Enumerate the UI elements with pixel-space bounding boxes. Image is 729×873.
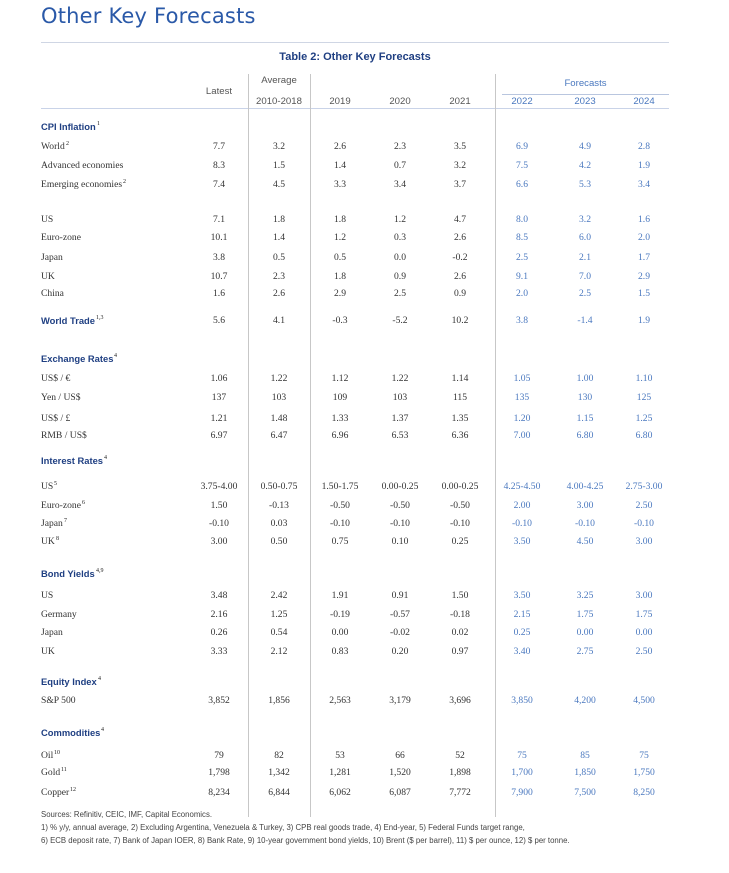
value-cell: 0.97 xyxy=(451,646,469,657)
value-cell: 10.1 xyxy=(210,232,228,243)
footnote-marker: 2 xyxy=(123,179,126,185)
value-cell: 1.33 xyxy=(331,413,349,424)
table-row xyxy=(0,645,729,659)
value-cell: -0.10 xyxy=(390,518,410,529)
table-row xyxy=(0,391,729,405)
forecast-value-cell: 3.40 xyxy=(513,646,531,657)
table-row xyxy=(0,766,729,780)
value-cell: 1.21 xyxy=(210,413,228,424)
forecast-value-cell: 1,850 xyxy=(574,767,596,778)
forecasts-underline xyxy=(502,94,669,95)
value-cell: 0.54 xyxy=(270,627,288,638)
value-cell: 1.48 xyxy=(270,413,288,424)
value-cell: 0.0 xyxy=(394,252,406,263)
forecast-value-cell: 3.00 xyxy=(576,500,594,511)
value-cell: 1,798 xyxy=(208,767,230,778)
value-cell: -0.50 xyxy=(390,500,410,511)
table-row xyxy=(0,270,729,284)
row-label: Yen / US$ xyxy=(41,392,81,403)
forecast-value-cell: 130 xyxy=(577,392,593,403)
table-row xyxy=(0,749,729,763)
value-cell: 10.7 xyxy=(210,271,228,282)
value-cell: 4.5 xyxy=(273,179,285,190)
forecast-value-cell: 7.0 xyxy=(579,271,591,282)
section-row xyxy=(0,314,729,328)
row-label: US xyxy=(41,590,54,601)
row-label: US$ / € xyxy=(41,373,71,384)
value-cell: 5.6 xyxy=(213,315,225,326)
table-row xyxy=(0,535,729,549)
value-cell: -0.57 xyxy=(390,609,410,620)
forecast-value-cell: 85 xyxy=(580,750,590,761)
footnote-marker: 1,3 xyxy=(96,315,104,321)
value-cell: 2.6 xyxy=(334,141,346,152)
value-cell: 0.02 xyxy=(451,627,469,638)
value-cell: 1,342 xyxy=(268,767,290,778)
forecast-value-cell: 2.15 xyxy=(513,609,531,620)
row-label: Germany xyxy=(41,609,77,620)
value-cell: 3,696 xyxy=(449,695,471,706)
value-cell: 6.47 xyxy=(270,430,288,441)
table-row xyxy=(0,429,729,443)
value-cell: 0.00-0.25 xyxy=(381,481,419,492)
value-cell: 0.9 xyxy=(454,288,466,299)
value-cell: 1.37 xyxy=(391,413,409,424)
footnote-marker: 1 xyxy=(97,121,100,127)
forecast-value-cell: 1.6 xyxy=(638,214,650,225)
value-cell: 137 xyxy=(211,392,227,403)
header-2019: 2019 xyxy=(329,96,351,107)
value-cell: 2.3 xyxy=(394,141,406,152)
forecast-value-cell: -0.10 xyxy=(512,518,532,529)
value-cell: 0.3 xyxy=(394,232,406,243)
value-cell: 3,852 xyxy=(208,695,230,706)
value-cell: 2.12 xyxy=(270,646,288,657)
forecast-value-cell: 7,900 xyxy=(511,787,533,798)
header-2024: 2024 xyxy=(633,96,655,107)
value-cell: 0.7 xyxy=(394,160,406,171)
value-cell: 1.12 xyxy=(331,373,349,384)
row-label: UK xyxy=(41,646,55,657)
section-row xyxy=(0,352,729,366)
value-cell: 1.25 xyxy=(270,609,288,620)
section-row xyxy=(0,567,729,581)
section-label: Interest Rates xyxy=(41,455,104,466)
forecast-value-cell: 2.00 xyxy=(513,500,531,511)
row-label: China xyxy=(41,288,64,299)
value-cell: 1.35 xyxy=(451,413,469,424)
header-2020: 2020 xyxy=(389,96,411,107)
value-cell: 79 xyxy=(214,750,224,761)
forecast-value-cell: 4,500 xyxy=(633,695,655,706)
forecast-value-cell: 1.00 xyxy=(576,373,594,384)
value-cell: 6.97 xyxy=(210,430,228,441)
table-row xyxy=(0,499,729,513)
footnote-marker: 4 xyxy=(101,727,104,733)
section-row xyxy=(0,454,729,468)
value-cell: 115 xyxy=(452,392,468,403)
table-row xyxy=(0,287,729,301)
forecast-value-cell: 3,850 xyxy=(511,695,533,706)
value-cell: -0.10 xyxy=(209,518,229,529)
value-cell: 6,062 xyxy=(329,787,351,798)
value-cell: 1,281 xyxy=(329,767,351,778)
value-cell: 0.5 xyxy=(334,252,346,263)
section-label: Equity Index xyxy=(41,676,97,687)
value-cell: 0.83 xyxy=(331,646,349,657)
forecast-value-cell: 6.9 xyxy=(516,141,528,152)
forecast-value-cell: 9.1 xyxy=(516,271,528,282)
forecast-value-cell: 5.3 xyxy=(579,179,591,190)
value-cell: 0.00 xyxy=(331,627,349,638)
value-cell: 2.42 xyxy=(270,590,288,601)
forecast-value-cell: 4.25-4.50 xyxy=(503,481,541,492)
value-cell: 0.9 xyxy=(394,271,406,282)
footnote-marker: 10 xyxy=(54,750,60,756)
forecast-value-cell: 2.0 xyxy=(638,232,650,243)
value-cell: 0.26 xyxy=(210,627,228,638)
value-cell: 1,856 xyxy=(268,695,290,706)
forecast-value-cell: 4,200 xyxy=(574,695,596,706)
value-cell: -0.2 xyxy=(452,252,468,263)
forecast-value-cell: 3.00 xyxy=(635,590,653,601)
value-cell: 7.1 xyxy=(213,214,225,225)
forecast-value-cell: 8.0 xyxy=(516,214,528,225)
value-cell: 1,898 xyxy=(449,767,471,778)
footnote-marker: 4 xyxy=(98,676,101,682)
header-rule xyxy=(41,108,669,109)
forecast-value-cell: 0.25 xyxy=(513,627,531,638)
value-cell: 0.00-0.25 xyxy=(441,481,479,492)
value-cell: 3.75-4.00 xyxy=(200,481,238,492)
forecast-value-cell: 6.6 xyxy=(516,179,528,190)
forecast-value-cell: 4.9 xyxy=(579,141,591,152)
value-cell: 82 xyxy=(274,750,284,761)
value-cell: 0.50-0.75 xyxy=(260,481,298,492)
value-cell: 6.53 xyxy=(391,430,409,441)
forecast-value-cell: 135 xyxy=(514,392,530,403)
forecast-value-cell: 4.50 xyxy=(576,536,594,547)
row-label: US xyxy=(41,481,54,492)
value-cell: 4.7 xyxy=(454,214,466,225)
row-label: UK xyxy=(41,271,55,282)
forecast-value-cell: 0.00 xyxy=(635,627,653,638)
section-label: CPI Inflation xyxy=(41,121,96,132)
table-row xyxy=(0,786,729,800)
value-cell: 0.50 xyxy=(270,536,288,547)
value-cell: 0.75 xyxy=(331,536,349,547)
forecast-value-cell: 1.10 xyxy=(635,373,653,384)
forecast-value-cell: 1.25 xyxy=(635,413,653,424)
row-label: US$ / £ xyxy=(41,413,71,424)
forecast-value-cell: 6.80 xyxy=(576,430,594,441)
table-row xyxy=(0,589,729,603)
value-cell: 0.5 xyxy=(273,252,285,263)
value-cell: 1.50 xyxy=(210,500,228,511)
row-label: US xyxy=(41,214,54,225)
table-row xyxy=(0,159,729,173)
value-cell: 7,772 xyxy=(449,787,471,798)
forecast-value-cell: 2.75 xyxy=(576,646,594,657)
value-cell: 6.96 xyxy=(331,430,349,441)
value-cell: 1.06 xyxy=(210,373,228,384)
footnote-line-2: 6) ECB deposit rate, 7) Bank of Japan IOER, 8) Bank Rate, 9) 10-year government bond yields, 10) Brent ($ per barrel), 11) $ per ounce, 12) $ per tonne. xyxy=(41,836,570,845)
value-cell: 3.5 xyxy=(454,141,466,152)
table-row xyxy=(0,231,729,245)
forecast-value-cell: 2.8 xyxy=(638,141,650,152)
table-row xyxy=(0,694,729,708)
value-cell: 6.36 xyxy=(451,430,469,441)
forecast-value-cell: 1.75 xyxy=(576,609,594,620)
forecast-value-cell: 1.9 xyxy=(638,160,650,171)
forecast-value-cell: 1.20 xyxy=(513,413,531,424)
value-cell: 2.6 xyxy=(273,288,285,299)
forecast-value-cell: 1,700 xyxy=(511,767,533,778)
footnote-marker: 7 xyxy=(64,518,67,524)
footnote-marker: 4 xyxy=(114,353,117,359)
value-cell: -0.10 xyxy=(330,518,350,529)
table-title: Table 2: Other Key Forecasts xyxy=(279,51,431,63)
forecast-value-cell: 3.50 xyxy=(513,536,531,547)
value-cell: -0.3 xyxy=(332,315,348,326)
value-cell: 1.4 xyxy=(334,160,346,171)
row-label: Japan xyxy=(41,627,63,638)
forecast-value-cell: 2.1 xyxy=(579,252,591,263)
row-label: Emerging economies xyxy=(41,179,123,190)
value-cell: -0.10 xyxy=(450,518,470,529)
footnote-marker: 4,9 xyxy=(96,568,104,574)
forecast-value-cell: 2.5 xyxy=(579,288,591,299)
forecast-value-cell: 1.5 xyxy=(638,288,650,299)
row-label: World xyxy=(41,141,65,152)
value-cell: 2,563 xyxy=(329,695,351,706)
table-row xyxy=(0,213,729,227)
value-cell: 2.9 xyxy=(334,288,346,299)
section-label: Exchange Rates xyxy=(41,353,114,364)
value-cell: 0.20 xyxy=(391,646,409,657)
forecast-value-cell: 2.50 xyxy=(635,500,653,511)
forecast-value-cell: 3.8 xyxy=(516,315,528,326)
value-cell: 0.03 xyxy=(270,518,288,529)
forecast-value-cell: 4.00-4.25 xyxy=(566,481,604,492)
value-cell: 1.8 xyxy=(273,214,285,225)
forecast-value-cell: 2.75-3.00 xyxy=(625,481,663,492)
row-label: UK xyxy=(41,536,55,547)
footnote-line-1: 1) % y/y, annual average, 2) Excluding Argentina, Venezuela & Turkey, 3) CPB real goods trade, 4) End-year, 5) Federal Funds target range, xyxy=(41,823,525,832)
header-average-line1: Average xyxy=(261,75,297,86)
section-row xyxy=(0,726,729,740)
footnote-marker: 4 xyxy=(104,455,107,461)
forecast-value-cell: 3.00 xyxy=(635,536,653,547)
forecast-value-cell: 3.25 xyxy=(576,590,594,601)
table-row xyxy=(0,626,729,640)
row-label: Oil xyxy=(41,750,54,761)
forecast-value-cell: 1,750 xyxy=(633,767,655,778)
footnote-marker: 5 xyxy=(54,481,57,487)
forecast-value-cell: 7,500 xyxy=(574,787,596,798)
forecast-value-cell: 2.9 xyxy=(638,271,650,282)
table-row xyxy=(0,608,729,622)
section-label: World Trade xyxy=(41,315,96,326)
value-cell: 8.3 xyxy=(213,160,225,171)
forecast-value-cell: 0.00 xyxy=(576,627,594,638)
value-cell: 109 xyxy=(332,392,348,403)
value-cell: 1.8 xyxy=(334,271,346,282)
value-cell: 3.8 xyxy=(213,252,225,263)
value-cell: 3,179 xyxy=(389,695,411,706)
row-label: RMB / US$ xyxy=(41,430,87,441)
value-cell: 2.6 xyxy=(454,232,466,243)
value-cell: 7.7 xyxy=(213,141,225,152)
value-cell: 3.48 xyxy=(210,590,228,601)
forecast-value-cell: 1.9 xyxy=(638,315,650,326)
value-cell: 3.7 xyxy=(454,179,466,190)
value-cell: 1.4 xyxy=(273,232,285,243)
forecast-value-cell: 1.15 xyxy=(576,413,594,424)
value-cell: 2.5 xyxy=(394,288,406,299)
value-cell: -0.19 xyxy=(330,609,350,620)
row-label: Euro-zone xyxy=(41,232,81,243)
value-cell: -0.50 xyxy=(330,500,350,511)
header-2022: 2022 xyxy=(511,96,533,107)
value-cell: 3.3 xyxy=(334,179,346,190)
value-cell: -0.02 xyxy=(390,627,410,638)
forecast-value-cell: 1.7 xyxy=(638,252,650,263)
value-cell: 53 xyxy=(335,750,345,761)
value-cell: 1.8 xyxy=(334,214,346,225)
row-label: S&P 500 xyxy=(41,695,76,706)
forecast-value-cell: 75 xyxy=(639,750,649,761)
forecast-value-cell: 3.2 xyxy=(579,214,591,225)
header-latest: Latest xyxy=(205,86,233,97)
value-cell: 1.50 xyxy=(451,590,469,601)
forecast-value-cell: 125 xyxy=(636,392,652,403)
section-row xyxy=(0,675,729,689)
row-label: Japan xyxy=(41,252,63,263)
value-cell: 1.22 xyxy=(270,373,288,384)
forecast-value-cell: 1.05 xyxy=(513,373,531,384)
value-cell: 1.2 xyxy=(394,214,406,225)
table-row xyxy=(0,178,729,192)
forecast-value-cell: 75 xyxy=(517,750,527,761)
value-cell: 1.91 xyxy=(331,590,349,601)
value-cell: 66 xyxy=(395,750,405,761)
value-cell: -5.2 xyxy=(392,315,408,326)
value-cell: 10.2 xyxy=(451,315,469,326)
sources-note: Sources: Refinitiv, CEIC, IMF, Capital Economics. xyxy=(41,810,213,819)
table-row xyxy=(0,412,729,426)
forecast-value-cell: 3.50 xyxy=(513,590,531,601)
value-cell: 0.10 xyxy=(391,536,409,547)
value-cell: 103 xyxy=(271,392,287,403)
top-rule xyxy=(41,42,669,43)
value-cell: 0.25 xyxy=(451,536,469,547)
row-label: Japan xyxy=(41,518,63,529)
value-cell: 1.50-1.75 xyxy=(321,481,359,492)
value-cell: 52 xyxy=(455,750,465,761)
row-label: Gold xyxy=(41,767,61,778)
value-cell: 1.6 xyxy=(213,288,225,299)
forecast-value-cell: 3.4 xyxy=(638,179,650,190)
forecast-value-cell: 7.5 xyxy=(516,160,528,171)
row-label: Euro-zone xyxy=(41,500,81,511)
footnote-marker: 8 xyxy=(56,536,59,542)
forecast-value-cell: 4.2 xyxy=(579,160,591,171)
value-cell: 1,520 xyxy=(389,767,411,778)
table-row xyxy=(0,480,729,494)
header-2023: 2023 xyxy=(574,96,596,107)
value-cell: 4.1 xyxy=(273,315,285,326)
value-cell: 6,844 xyxy=(268,787,290,798)
row-label: Advanced economies xyxy=(41,160,124,171)
value-cell: 1.5 xyxy=(273,160,285,171)
forecast-value-cell: -1.4 xyxy=(577,315,593,326)
value-cell: 1.14 xyxy=(451,373,469,384)
value-cell: 3.2 xyxy=(273,141,285,152)
value-cell: 8,234 xyxy=(208,787,230,798)
forecast-value-cell: 2.0 xyxy=(516,288,528,299)
value-cell: 1.22 xyxy=(391,373,409,384)
table-row xyxy=(0,140,729,154)
forecast-value-cell: 2.50 xyxy=(635,646,653,657)
table-row xyxy=(0,517,729,531)
footnote-marker: 6 xyxy=(82,500,85,506)
forecast-value-cell: 2.5 xyxy=(516,252,528,263)
value-cell: -0.13 xyxy=(269,500,289,511)
table-row xyxy=(0,251,729,265)
value-cell: 2.6 xyxy=(454,271,466,282)
section-label: Bond Yields xyxy=(41,568,95,579)
value-cell: 1.2 xyxy=(334,232,346,243)
forecast-value-cell: 6.80 xyxy=(635,430,653,441)
value-cell: 3.2 xyxy=(454,160,466,171)
value-cell: -0.18 xyxy=(450,609,470,620)
value-cell: 6,087 xyxy=(389,787,411,798)
page-title: Other Key Forecasts xyxy=(41,4,256,28)
section-row xyxy=(0,120,729,134)
footnote-marker: 12 xyxy=(70,787,76,793)
value-cell: 103 xyxy=(392,392,408,403)
header-average-line2: 2010-2018 xyxy=(256,96,302,107)
section-label: Commodities xyxy=(41,727,101,738)
forecast-value-cell: 8.5 xyxy=(516,232,528,243)
forecast-value-cell: 6.0 xyxy=(579,232,591,243)
value-cell: 2.3 xyxy=(273,271,285,282)
footnote-marker: 2 xyxy=(66,141,69,147)
footnote-marker: 11 xyxy=(61,767,67,773)
value-cell: 2.16 xyxy=(210,609,228,620)
value-cell: 3.00 xyxy=(210,536,228,547)
value-cell: 3.33 xyxy=(210,646,228,657)
value-cell: 3.4 xyxy=(394,179,406,190)
forecast-value-cell: 8,250 xyxy=(633,787,655,798)
table-row xyxy=(0,372,729,386)
value-cell: 7.4 xyxy=(213,179,225,190)
forecast-value-cell: -0.10 xyxy=(575,518,595,529)
row-label: Copper xyxy=(41,787,70,798)
header-2021: 2021 xyxy=(449,96,471,107)
header-forecasts: Forecasts xyxy=(564,78,607,89)
forecast-value-cell: 1.75 xyxy=(635,609,653,620)
forecast-value-cell: 7.00 xyxy=(513,430,531,441)
value-cell: 0.91 xyxy=(391,590,409,601)
value-cell: -0.50 xyxy=(450,500,470,511)
forecast-value-cell: -0.10 xyxy=(634,518,654,529)
